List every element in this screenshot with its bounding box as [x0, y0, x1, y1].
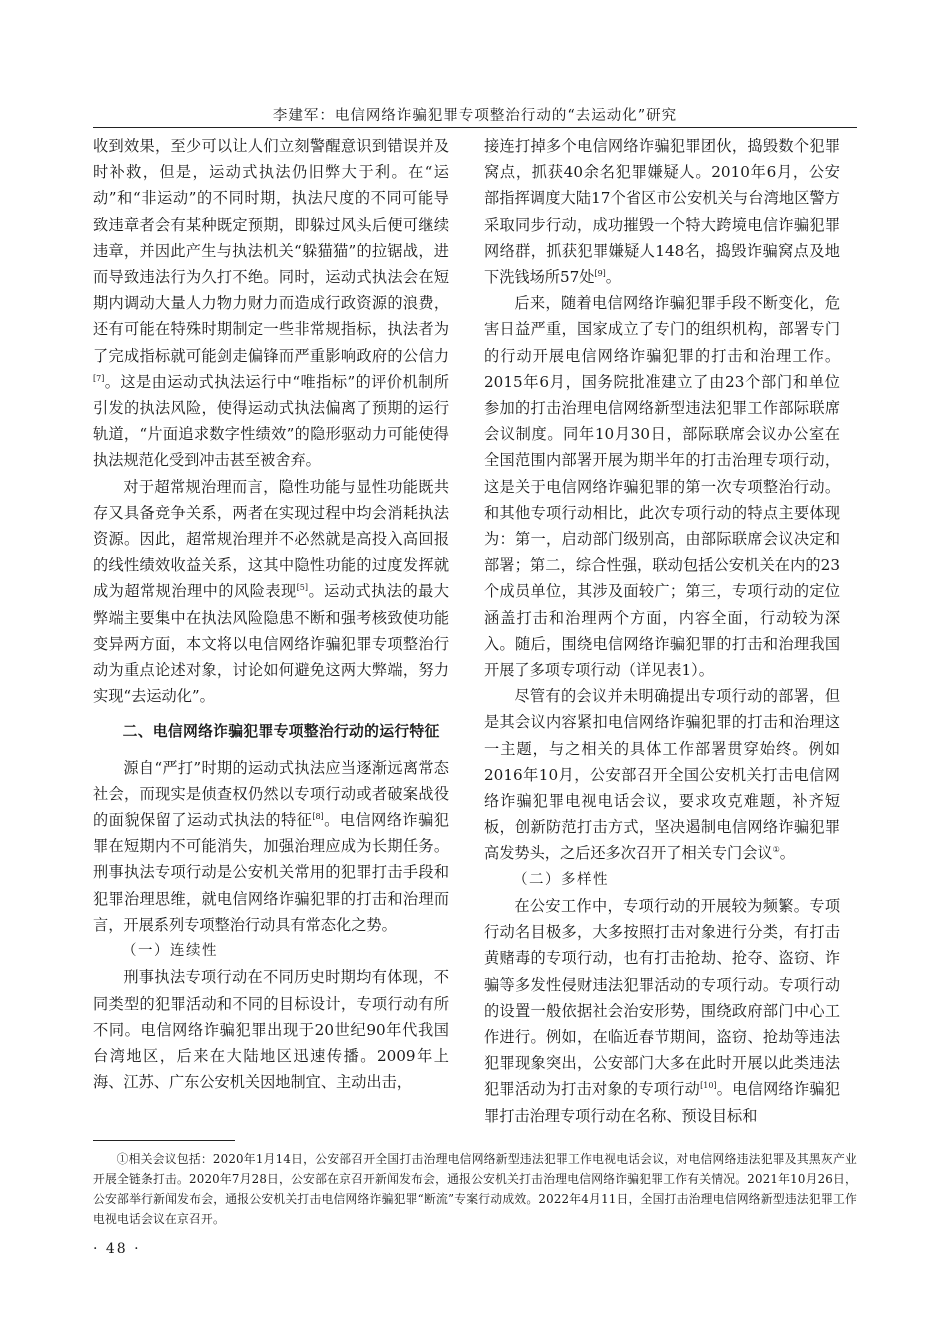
paragraph-text: 。电信网络诈骗犯罪打击治理专项行动在名称、预设目标和: [484, 1080, 841, 1125]
paragraph-right-4: [484, 893, 840, 1129]
paragraph-text: 。这是由运动式执法运行中“唯指标”的评价机制所引发的执法风险，使得运动式执法偏离了预期的运行轨道，“片面追求数字性绩效”的隐形驱动力可能使得执法规范化受到冲击甚至被舍弃。: [93, 372, 449, 470]
paragraph-left-4: 刑事执法专项行动在不同历史时期均有体现，不同类型的犯罪活动和不同的目标设计，专项行动有所不同。电信网络诈骗犯罪出现于20世纪90年代我国台湾地区，后来在大陆地区迅速传播。2009年上海、江苏、广东公安机关因地制宜、主动出击，: [93, 968, 449, 1092]
paragraph-text: 。: [779, 844, 795, 863]
paragraph-text: 对于超常规治理而言，隐性功能与显性功能既共存又具备竞争关系，两者在实现过程中均会消耗执法资源。因此，超常规治理并不必然就是高投入高回报的线性绩效收益关系，这其中隐性功能的过度发挥就成为超常规治理中的风险表现: [93, 477, 449, 601]
left-column: [93, 133, 449, 1095]
footnote-rule: [93, 1140, 235, 1141]
section-title: 二、电信网络诈骗犯罪专项整治行动的运行特征: [122, 723, 440, 741]
paragraph-text: 收到效果，至少可以让人们立刻警醒意识到错误并及时补救，但是，运动式执法仍旧弊大于利。在“运动”和“非运动”的不同时期，执法尺度的不同可能导致违章者会有某种既定预期，即躲过风头后便可继续违章，并因此产生与执法机关“躲猫猫”的拉锯战，进而导致违法行为久打不绝。同时，运动式执法会在短期内调动大量人力物力财力而造成行政资源的浪费，还有可能在特殊时期制定一些非常规指标，执法者为了完成指标就可能剑走偏锋而严重影响政府的公信力: [93, 137, 449, 365]
right-column: [484, 133, 840, 1129]
citation-ref: [10]: [700, 1081, 717, 1091]
subheading-continuity: （一）连续性: [122, 943, 218, 960]
running-header: 李建军：电信网络诈骗犯罪专项整治行动的“去运动化”研究: [272, 108, 678, 124]
citation-ref: [8]: [312, 812, 324, 822]
footnote-ref: ①: [772, 845, 780, 855]
paragraph-text: 尽管有的会议并未明确提出专项行动的部署，但是其会议内容紧扣电信网络诈骗犯罪的打击和治理这一主题，与之相关的具体工作部署贯穿始终。例如2016年10月，公安部召开全国公安机关打击电信网络诈骗犯罪电视电话会议，要求攻克难题，补齐短板，创新防范打击方式，坚决遏制电信网络诈骗犯罪高发势头，之后还多次召开了相关专门会议: [484, 687, 840, 863]
paragraph-left-2: [93, 474, 449, 710]
paragraph-text: 。电信网络诈骗犯罪在短期内不可能消失，加强治理应成为长期任务。刑事执法专项行动是公安机关常用的犯罪打击手段和犯罪治理思维，就电信网络诈骗犯罪的打击和治理而言，开展系列专项整治行动具有常态化之势。: [93, 811, 450, 934]
header-rule: [93, 127, 857, 128]
paragraph-text: 接连打掉多个电信网络诈骗犯罪团伙，捣毁数个犯罪窝点，抓获40余名犯罪嫌疑人。2010年6月，公安部指挥调度大陆17个省区市公安机关与台湾地区警方采取同步行动，成功摧毁一个特大跨境电信诈骗犯罪网络群，抓获犯罪嫌疑人148名，捣毁诈骗窝点及地下洗钱场所57处: [484, 137, 840, 287]
citation-ref: [5]: [296, 583, 309, 593]
footnote: ①相关会议包括：2020年1月14日，公安部召开全国打击治理电信网络新型违法犯罪工作电视电话会议，对电信网络违法犯罪及其黑灰产业开展全链条打击。2020年7月28日，公安部在京召开新闻发布会，通报公安机关打击治理电信网络诈骗犯罪工作有关情况。2021年10月26日，公安部举行新闻发布会，通报公安机关打击电信网络诈骗犯罪“断流”专案行动成效。2022年4月11日，全国打击治理电信网络新型违法犯罪工作电视电话会议在京召开。: [93, 1152, 857, 1226]
paragraph-right-1: [484, 133, 840, 290]
citation-ref: [7]: [93, 373, 105, 383]
paragraph-text: 源自“严打”时期的运动式执法应当逐渐远离常态社会，而现实是侦查权仍然以专项行动或者破案战役的面貌保留了运动式执法的特征: [93, 758, 449, 830]
paragraph-left-3: [93, 755, 449, 938]
paragraph-right-2: 后来，随着电信网络诈骗犯罪手段不断变化，危害日益严重，国家成立了专门的组织机构，部署专门的行动开展电信网络诈骗犯罪的打击和治理工作。2015年6月，国务院批准建立了由23个部门和单位参加的打击治理电信网络新型违法犯罪工作部际联席会议制度。同年10月30日，部际联席会议办公室在全国范围内部署开展为期半年的打击治理专项行动，这是关于电信网络诈骗犯罪的第一次专项整治行动。和其他专项行动相比，此次专项行动的特点主要体现为：第一，启动部门级别高，由部际联席会议决定和部署；第二，综合性强，联动包括公安机关在内的23个成员单位，其涉及面较广；第三，专项行动的定位涵盖打击和治理两个方面，内容全面，行动较为深入。随后，围绕电信网络诈骗犯罪的打击和治理我国开展了多项专项行动（详见表1）。: [484, 294, 840, 680]
paragraph-text: 。运动式执法的最大弊端主要集中在执法风险隐患不断和强考核致使功能变异两方面，本文将以电信网络诈骗犯罪专项整治行动为重点论述对象，讨论如何避免这两大弊端，努力实现“去运动化”。: [93, 582, 450, 706]
paragraph-text: 。: [605, 268, 621, 287]
citation-ref: [9]: [594, 268, 606, 278]
page-number: · 48 ·: [93, 1241, 141, 1257]
paragraph-right-3: [484, 683, 840, 866]
paragraph-left-1: [93, 133, 449, 474]
paragraph-text: 在公安工作中，专项行动的开展较为频繁。专项行动名目极多，大多按照打击对象进行分类，有打击黄赌毒的专项行动，也有打击抢劫、抢夺、盗窃、诈骗等多发性侵财违法犯罪活动的专项行动。专项行动的设置一般依据社会治安形势，围绕政府部门中心工作进行。例如，在临近春节期间，盗窃、抢劫等违法犯罪现象突出，公安部门大多在此时开展以此类违法犯罪活动为打击对象的专项行动: [484, 896, 840, 1099]
subheading-diversity: （二）多样性: [513, 871, 609, 888]
